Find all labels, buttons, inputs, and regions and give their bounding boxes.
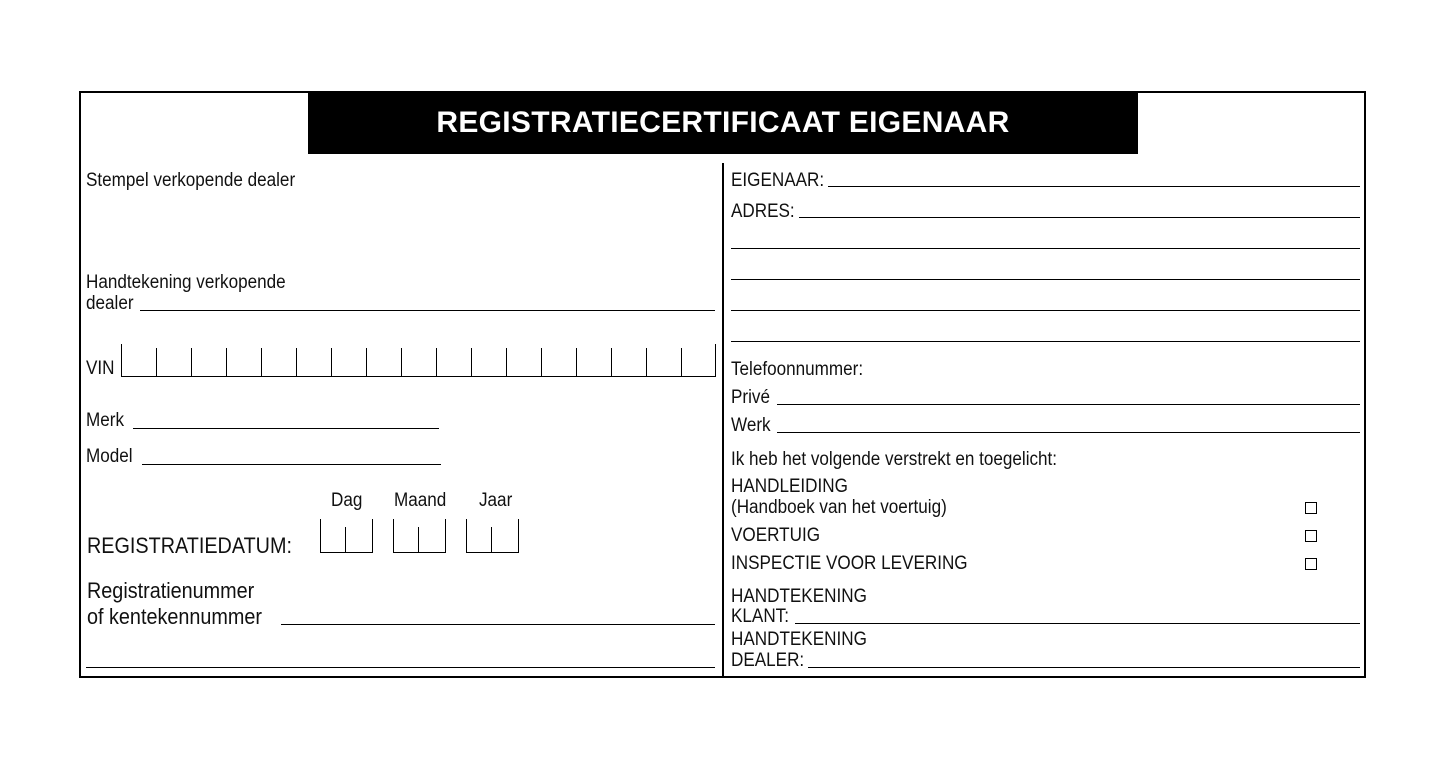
- address-line-5[interactable]: [731, 341, 1360, 342]
- address-line-1[interactable]: [799, 217, 1360, 218]
- statement-text: Ik heb het volgende verstrekt en toegelicht:: [731, 449, 1058, 470]
- inspection-checkbox[interactable]: [1305, 558, 1317, 570]
- month-field[interactable]: [393, 519, 446, 553]
- private-phone-line[interactable]: [777, 404, 1360, 405]
- merk-label: Merk: [86, 410, 125, 431]
- model-line[interactable]: [142, 464, 441, 465]
- column-divider: [722, 163, 724, 678]
- vin-field[interactable]: [121, 344, 716, 377]
- day-field[interactable]: [320, 519, 373, 553]
- item-manual-label: HANDLEIDING: [731, 476, 848, 497]
- vin-cell-divider: [576, 348, 577, 376]
- vin-cell-divider: [681, 348, 682, 376]
- vin-cell-divider: [261, 348, 262, 376]
- registration-date-label: REGISTRATIEDATUM:: [87, 533, 292, 558]
- vin-cell-divider: [646, 348, 647, 376]
- vin-cell-divider: [506, 348, 507, 376]
- address-line-3[interactable]: [731, 279, 1360, 280]
- vehicle-checkbox[interactable]: [1305, 530, 1317, 542]
- vin-label: VIN: [86, 358, 115, 379]
- customer-signature-label-line2: KLANT:: [731, 606, 789, 627]
- year-field[interactable]: [466, 519, 519, 553]
- reg-number-extra-line[interactable]: [86, 667, 715, 668]
- dealer-signature-right-line[interactable]: [808, 667, 1360, 668]
- reg-number-label-line1: Registratienummer: [87, 578, 255, 603]
- owner-line[interactable]: [828, 186, 1360, 187]
- address-line-4[interactable]: [731, 310, 1360, 311]
- dealer-signature-label-line1: Handtekening verkopende: [86, 272, 286, 293]
- day-header: Dag: [331, 490, 363, 511]
- address-label: ADRES:: [731, 201, 795, 222]
- customer-signature-line[interactable]: [795, 623, 1360, 624]
- dealer-signature-label-line2: dealer: [86, 293, 134, 314]
- stamp-label: Stempel verkopende dealer: [86, 170, 296, 191]
- vin-cell-divider: [401, 348, 402, 376]
- year-field-divider: [491, 527, 492, 552]
- vin-cell-divider: [436, 348, 437, 376]
- vin-cell-divider: [226, 348, 227, 376]
- dealer-signature-right-label-line1: HANDTEKENING: [731, 629, 867, 650]
- vin-cell-divider: [296, 348, 297, 376]
- year-header: Jaar: [479, 490, 513, 511]
- vin-cell-divider: [366, 348, 367, 376]
- item-vehicle-label: VOERTUIG: [731, 525, 821, 546]
- day-field-divider: [345, 527, 346, 552]
- address-line-2[interactable]: [731, 248, 1360, 249]
- dealer-signature-right-label-line2: DEALER:: [731, 650, 805, 671]
- vin-cell-divider: [611, 348, 612, 376]
- vin-cell-divider: [331, 348, 332, 376]
- vin-cell-divider: [156, 348, 157, 376]
- private-phone-label: Privé: [731, 387, 770, 408]
- vin-cell-divider: [541, 348, 542, 376]
- customer-signature-label-line1: HANDTEKENING: [731, 586, 867, 607]
- form-title: REGISTRATIECERTIFICAAT EIGENAAR: [308, 92, 1138, 154]
- merk-line[interactable]: [133, 428, 439, 429]
- month-header: Maand: [394, 490, 447, 511]
- item-inspection-label: INSPECTIE VOOR LEVERING: [731, 553, 968, 574]
- work-phone-label: Werk: [731, 415, 771, 436]
- reg-number-line[interactable]: [281, 624, 715, 625]
- item-manual-sublabel: (Handboek van het voertuig): [731, 497, 947, 518]
- manual-checkbox[interactable]: [1305, 502, 1317, 514]
- vin-cell-divider: [471, 348, 472, 376]
- model-label: Model: [86, 446, 133, 467]
- reg-number-label-line2: of kentekennummer: [87, 604, 262, 629]
- phone-label: Telefoonnummer:: [731, 359, 864, 380]
- month-field-divider: [418, 527, 419, 552]
- work-phone-line[interactable]: [777, 432, 1360, 433]
- dealer-signature-line[interactable]: [140, 310, 715, 311]
- vin-cell-divider: [191, 348, 192, 376]
- owner-label: EIGENAAR:: [731, 170, 825, 191]
